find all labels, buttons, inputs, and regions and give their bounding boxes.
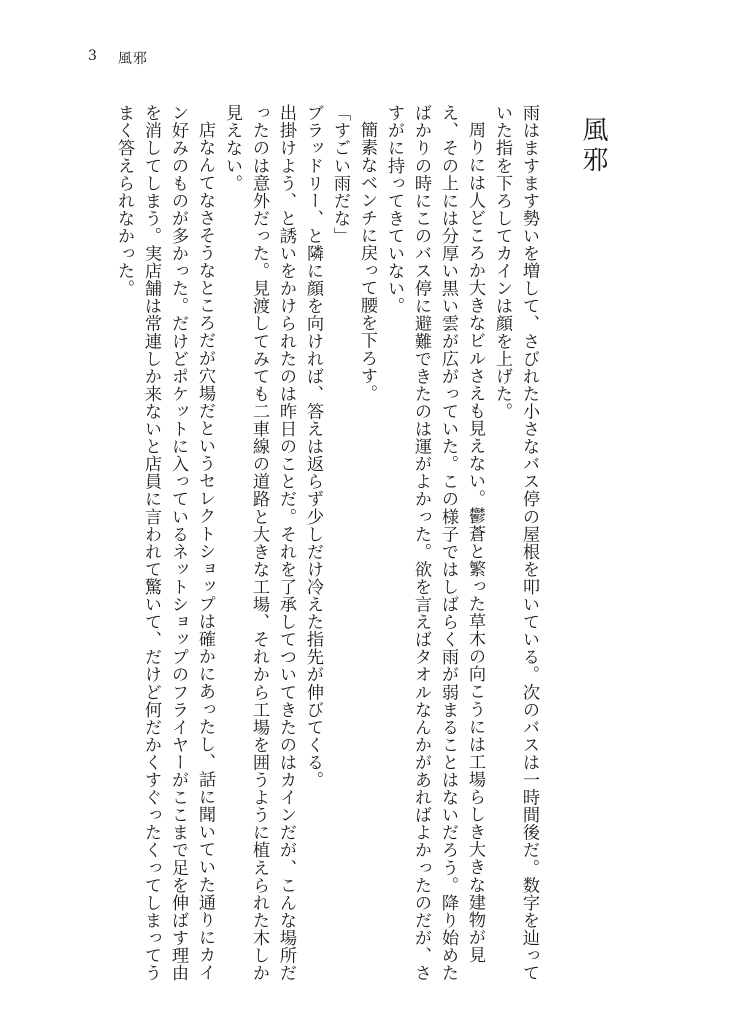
paragraph: 店なんてなさそうなところだが穴場だというセレクトショップは確かにあったし、話に聞いていた通りにカイン好みのものが多かった。だけどポケットに入っているネットショップのフライヤーがここまで足を伸ばす理由を消してしまう。実店舗は常連しか来ないと店員に言われて驚いて、だけど何だかくすぐったくってしまってうまく答えられなかった。: [114, 104, 215, 982]
chapter-title: 風邪: [578, 116, 608, 176]
page-number: 3: [88, 48, 98, 64]
paragraph: 簡素なベンチに戻って腰を下ろす。: [357, 121, 377, 402]
paragraph: 雨はますます勢いを増して、さびれた小さなバス停の屋根を叩いている。次のバスは一時間後だ。数字を辿っていた指を下ろしてカインは顔を上げた。: [492, 104, 539, 982]
paragraph: 出掛けよう、と誘いをかけられたのは昨日のことだ。それを了承してついてきたのはカインだが、こんな場所だったのは意外だった。見渡してみても二車線の道路と大きな工場、それから工場を囲うように植えられた木しか見えない。: [222, 104, 296, 982]
running-header: [88, 48, 148, 68]
body-text: [110, 104, 542, 984]
dialogue-line: 「すごい雨だな」: [330, 104, 350, 245]
header-chapter-title: 風邪: [117, 51, 148, 67]
paragraph: 周りには人どころか大きなビルさえも見えない。鬱蒼と繁った草木の向こうには工場らしき大きな建物が見え、その上には分厚い黒い雲が広がっていた。この様子ではしばらく雨が弱まることはないだろう。降り始めたばかりの時にこのバス停に避難できたのは運がよかった。欲を言えばタオルなんかがあればよかったのだが、さすがに持ってきていない。: [384, 104, 485, 982]
paragraph: ブラッドリー、と隣に顔を向ければ、答えは返らず少しだけ冷えた指先が伸びてくる。: [303, 104, 323, 789]
